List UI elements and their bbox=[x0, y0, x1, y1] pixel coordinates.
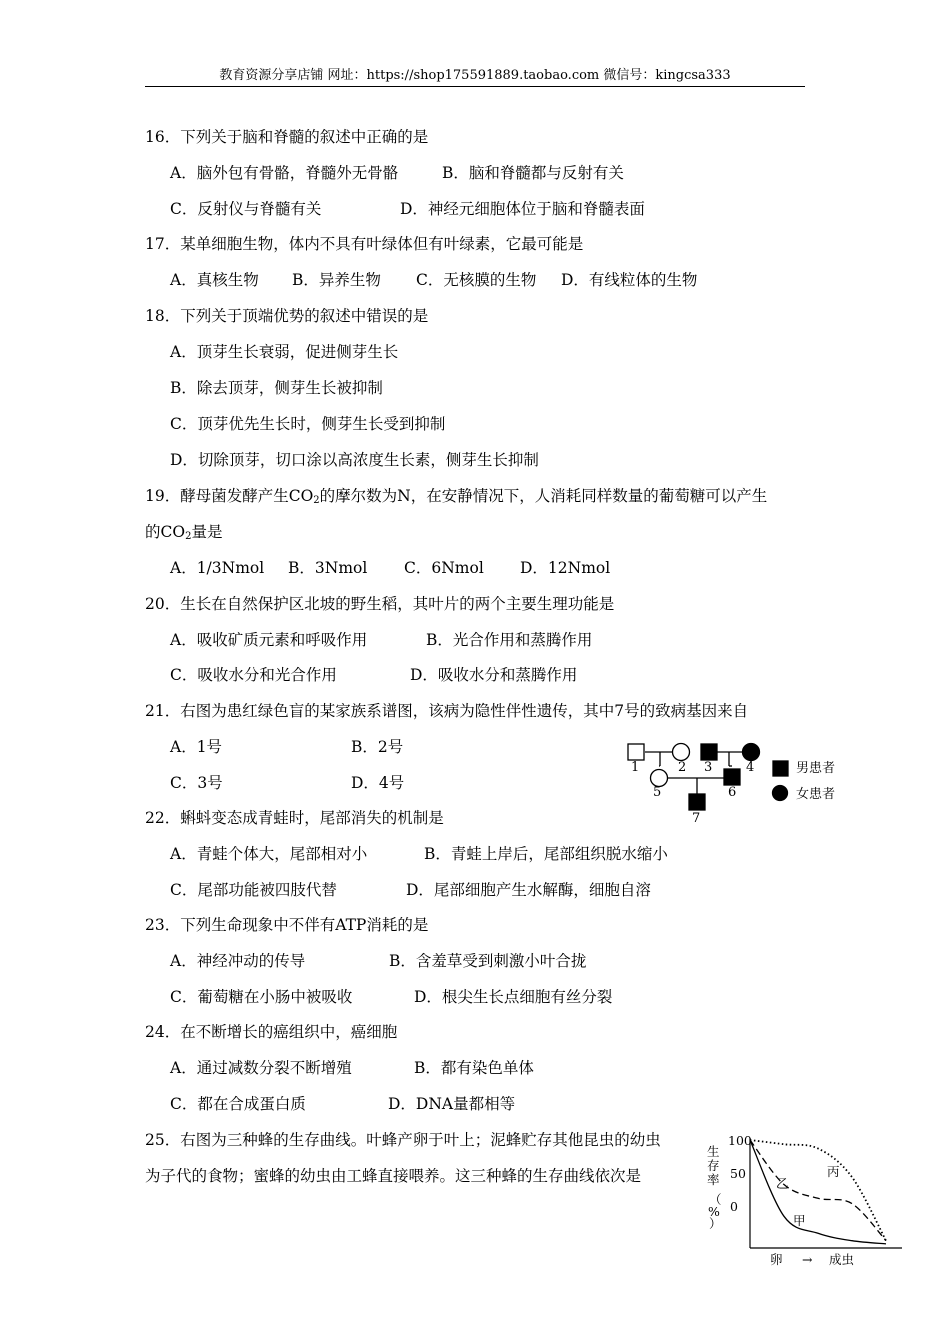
q16-options-row1 bbox=[170, 163, 624, 183]
individual-4-affected-female bbox=[743, 744, 760, 761]
header-divider bbox=[145, 86, 805, 87]
x-label-arrow: → bbox=[802, 1252, 813, 1267]
q24-option-d: D．DNA量都相等 bbox=[388, 1095, 516, 1113]
q18-option-c: C．顶芽优先生长时，侧芽生长受到抑制 bbox=[170, 415, 446, 433]
q21-option-b: B．2号 bbox=[351, 738, 404, 756]
label-5: 5 bbox=[653, 785, 662, 800]
q16-options-row2 bbox=[170, 199, 645, 219]
q17-stem: 17．某单细胞生物，体内不具有叶绿体但有叶绿素，它最可能是 bbox=[145, 235, 584, 253]
q19-stem-part1: 19．酵母菌发酵产生CO bbox=[145, 487, 314, 505]
q17-option-d: D．有线粒体的生物 bbox=[561, 271, 698, 289]
q24-option-c: C．都在合成蛋白质 bbox=[170, 1095, 306, 1113]
individual-6-affected-male bbox=[724, 769, 740, 785]
q19-stem2-part1: 的CO bbox=[145, 523, 186, 541]
y-label-char-1: 生 bbox=[707, 1144, 720, 1159]
q22-option-d: D．尾部细胞产生水解酶，细胞自溶 bbox=[406, 881, 651, 899]
individual-1-male bbox=[628, 744, 644, 760]
label-3: 3 bbox=[704, 760, 713, 775]
q22-stem: 22．蝌蚪变态成青蛙时，尾部消失的机制是 bbox=[145, 809, 444, 827]
q20-options-row2 bbox=[170, 665, 577, 685]
q23-option-c: C．葡萄糖在小肠中被吸收 bbox=[170, 988, 353, 1006]
q21-options-row1 bbox=[170, 737, 403, 757]
q18-stem: 18．下列关于顶端优势的叙述中错误的是 bbox=[145, 307, 429, 325]
q21-option-c: C．3号 bbox=[170, 774, 223, 792]
y-label-char-6: ） bbox=[709, 1216, 722, 1231]
y-tick-0: 0 bbox=[730, 1199, 738, 1214]
pedigree-diagram bbox=[620, 738, 850, 828]
q22-options-row1 bbox=[170, 844, 668, 864]
y-label-char-4: （ bbox=[709, 1192, 722, 1207]
q23-options-row2 bbox=[170, 987, 612, 1007]
y-label-char-2: 存 bbox=[707, 1158, 720, 1173]
legend-female-label: 女患者 bbox=[796, 787, 836, 802]
q16-option-b: B．脑和脊髓都与反射有关 bbox=[442, 164, 624, 182]
label-4: 4 bbox=[746, 760, 755, 775]
q16-stem: 16．下列关于脑和脊髓的叙述中正确的是 bbox=[145, 128, 429, 146]
q19-option-b: B．3Nmol bbox=[288, 559, 368, 577]
individual-7-affected-male bbox=[689, 794, 705, 810]
q25-stem-line2: 为子代的食物；蜜蜂的幼虫由工蜂直接喂养。这三种蜂的生存曲线依次是 bbox=[145, 1167, 642, 1185]
q17-option-a: A．真核生物 bbox=[170, 271, 259, 289]
individual-2-female bbox=[673, 744, 690, 761]
q17-options bbox=[170, 270, 697, 290]
individual-3-affected-male bbox=[701, 744, 717, 760]
q21-option-a: A．1号 bbox=[170, 738, 223, 756]
y-label-char-5: % bbox=[708, 1204, 720, 1219]
curve-label-jia: 甲 bbox=[793, 1213, 806, 1228]
q20-option-a: A．吸收矿质元素和呼吸作用 bbox=[170, 631, 368, 649]
legend-female-symbol bbox=[773, 786, 788, 801]
page-header: 教育资源分享店铺 网址：https://shop175591889.taobao.com 微信号：kingcsa333 bbox=[219, 68, 731, 83]
legend-male-label: 男患者 bbox=[796, 761, 836, 776]
q22-option-c: C．尾部功能被四肢代替 bbox=[170, 881, 337, 899]
q23-option-a: A．神经冲动的传导 bbox=[170, 952, 306, 970]
q17-option-b: B．异养生物 bbox=[292, 271, 381, 289]
survival-curve-甲 bbox=[750, 1140, 886, 1244]
q21-stem: 21．右图为患红绿色盲的某家族系谱图，该病为隐性伴性遗传，其中7号的致病基因来自 bbox=[145, 702, 749, 720]
q19-option-d: D．12Nmol bbox=[520, 559, 611, 577]
y-tick-100: 100 bbox=[728, 1133, 752, 1148]
q19-option-a: A．1/3Nmol bbox=[170, 559, 265, 577]
q20-option-c: C．吸收水分和光合作用 bbox=[170, 666, 337, 684]
q22-options-row2 bbox=[170, 880, 651, 900]
label-6: 6 bbox=[728, 785, 737, 800]
q19-stem bbox=[145, 486, 767, 506]
q19-stem2-part2: 量是 bbox=[191, 523, 223, 541]
legend-male-symbol bbox=[773, 761, 788, 776]
q23-stem: 23．下列生命现象中不伴有ATP消耗的是 bbox=[145, 916, 429, 934]
q20-stem: 20．生长在自然保护区北坡的野生稻，其叶片的两个主要生理功能是 bbox=[145, 595, 615, 613]
q24-option-b: B．都有染色单体 bbox=[414, 1059, 534, 1077]
q18-option-d: D．切除顶芽，切口涂以高浓度生长素，侧芽生长抑制 bbox=[170, 451, 539, 469]
q21-option-d: D．4号 bbox=[351, 774, 405, 792]
q20-option-d: D．吸收水分和蒸腾作用 bbox=[410, 666, 578, 684]
q18-option-b: B．除去顶芽，侧芽生长被抑制 bbox=[170, 379, 383, 397]
q19-options bbox=[170, 558, 610, 578]
q19-option-c: C．6Nmol bbox=[404, 559, 484, 577]
q23-option-d: D．根尖生长点细胞有丝分裂 bbox=[414, 988, 613, 1006]
q18-option-a: A．顶芽生长衰弱，促进侧芽生长 bbox=[170, 343, 399, 361]
q23-options-row1 bbox=[170, 951, 586, 971]
q16-option-d: D．神经元细胞体位于脑和脊髓表面 bbox=[400, 200, 645, 218]
q19-stem-line2 bbox=[145, 522, 222, 542]
q23-option-b: B．含羞草受到刺激小叶合拢 bbox=[389, 952, 587, 970]
q19-stem-part2: 的摩尔数为N，在安静情况下，人消耗同样数量的葡萄糖可以产生 bbox=[319, 487, 768, 505]
q24-option-a: A．通过减数分裂不断增殖 bbox=[170, 1059, 352, 1077]
q24-options-row2 bbox=[170, 1094, 515, 1114]
survival-curve-chart bbox=[700, 1128, 910, 1270]
q22-option-a: A．青蛙个体大，尾部相对小 bbox=[170, 845, 368, 863]
q21-options-row2 bbox=[170, 773, 404, 793]
x-label-start: 卵 bbox=[770, 1252, 783, 1267]
q22-option-b: B．青蛙上岸后，尾部组织脱水缩小 bbox=[424, 845, 668, 863]
y-tick-50: 50 bbox=[730, 1166, 746, 1181]
curve-label-yi: 乙 bbox=[776, 1176, 789, 1191]
label-7: 7 bbox=[692, 811, 701, 826]
q16-option-a: A．脑外包有骨骼，脊髓外无骨骼 bbox=[170, 164, 399, 182]
q16-option-c: C．反射仪与脊髓有关 bbox=[170, 200, 322, 218]
q20-options-row1 bbox=[170, 630, 592, 650]
curve-label-bing: 丙 bbox=[827, 1164, 840, 1179]
q20-option-b: B．光合作用和蒸腾作用 bbox=[426, 631, 593, 649]
label-1: 1 bbox=[631, 760, 640, 775]
q19-stem-subscript: 2 bbox=[313, 495, 320, 506]
q24-options-row1 bbox=[170, 1058, 534, 1078]
x-label-end: 成虫 bbox=[829, 1252, 855, 1267]
y-label-char-3: 率 bbox=[707, 1172, 720, 1187]
q25-stem-line1: 25．右图为三种蜂的生存曲线。叶蜂产卵于叶上；泥蜂贮存其他昆虫的幼虫 bbox=[145, 1131, 661, 1149]
q17-option-c: C．无核膜的生物 bbox=[416, 271, 537, 289]
q24-stem: 24．在不断增长的癌组织中，癌细胞 bbox=[145, 1023, 398, 1041]
q19-stem2-subscript: 2 bbox=[185, 531, 192, 542]
individual-5-female bbox=[651, 770, 668, 787]
label-2: 2 bbox=[678, 760, 687, 775]
